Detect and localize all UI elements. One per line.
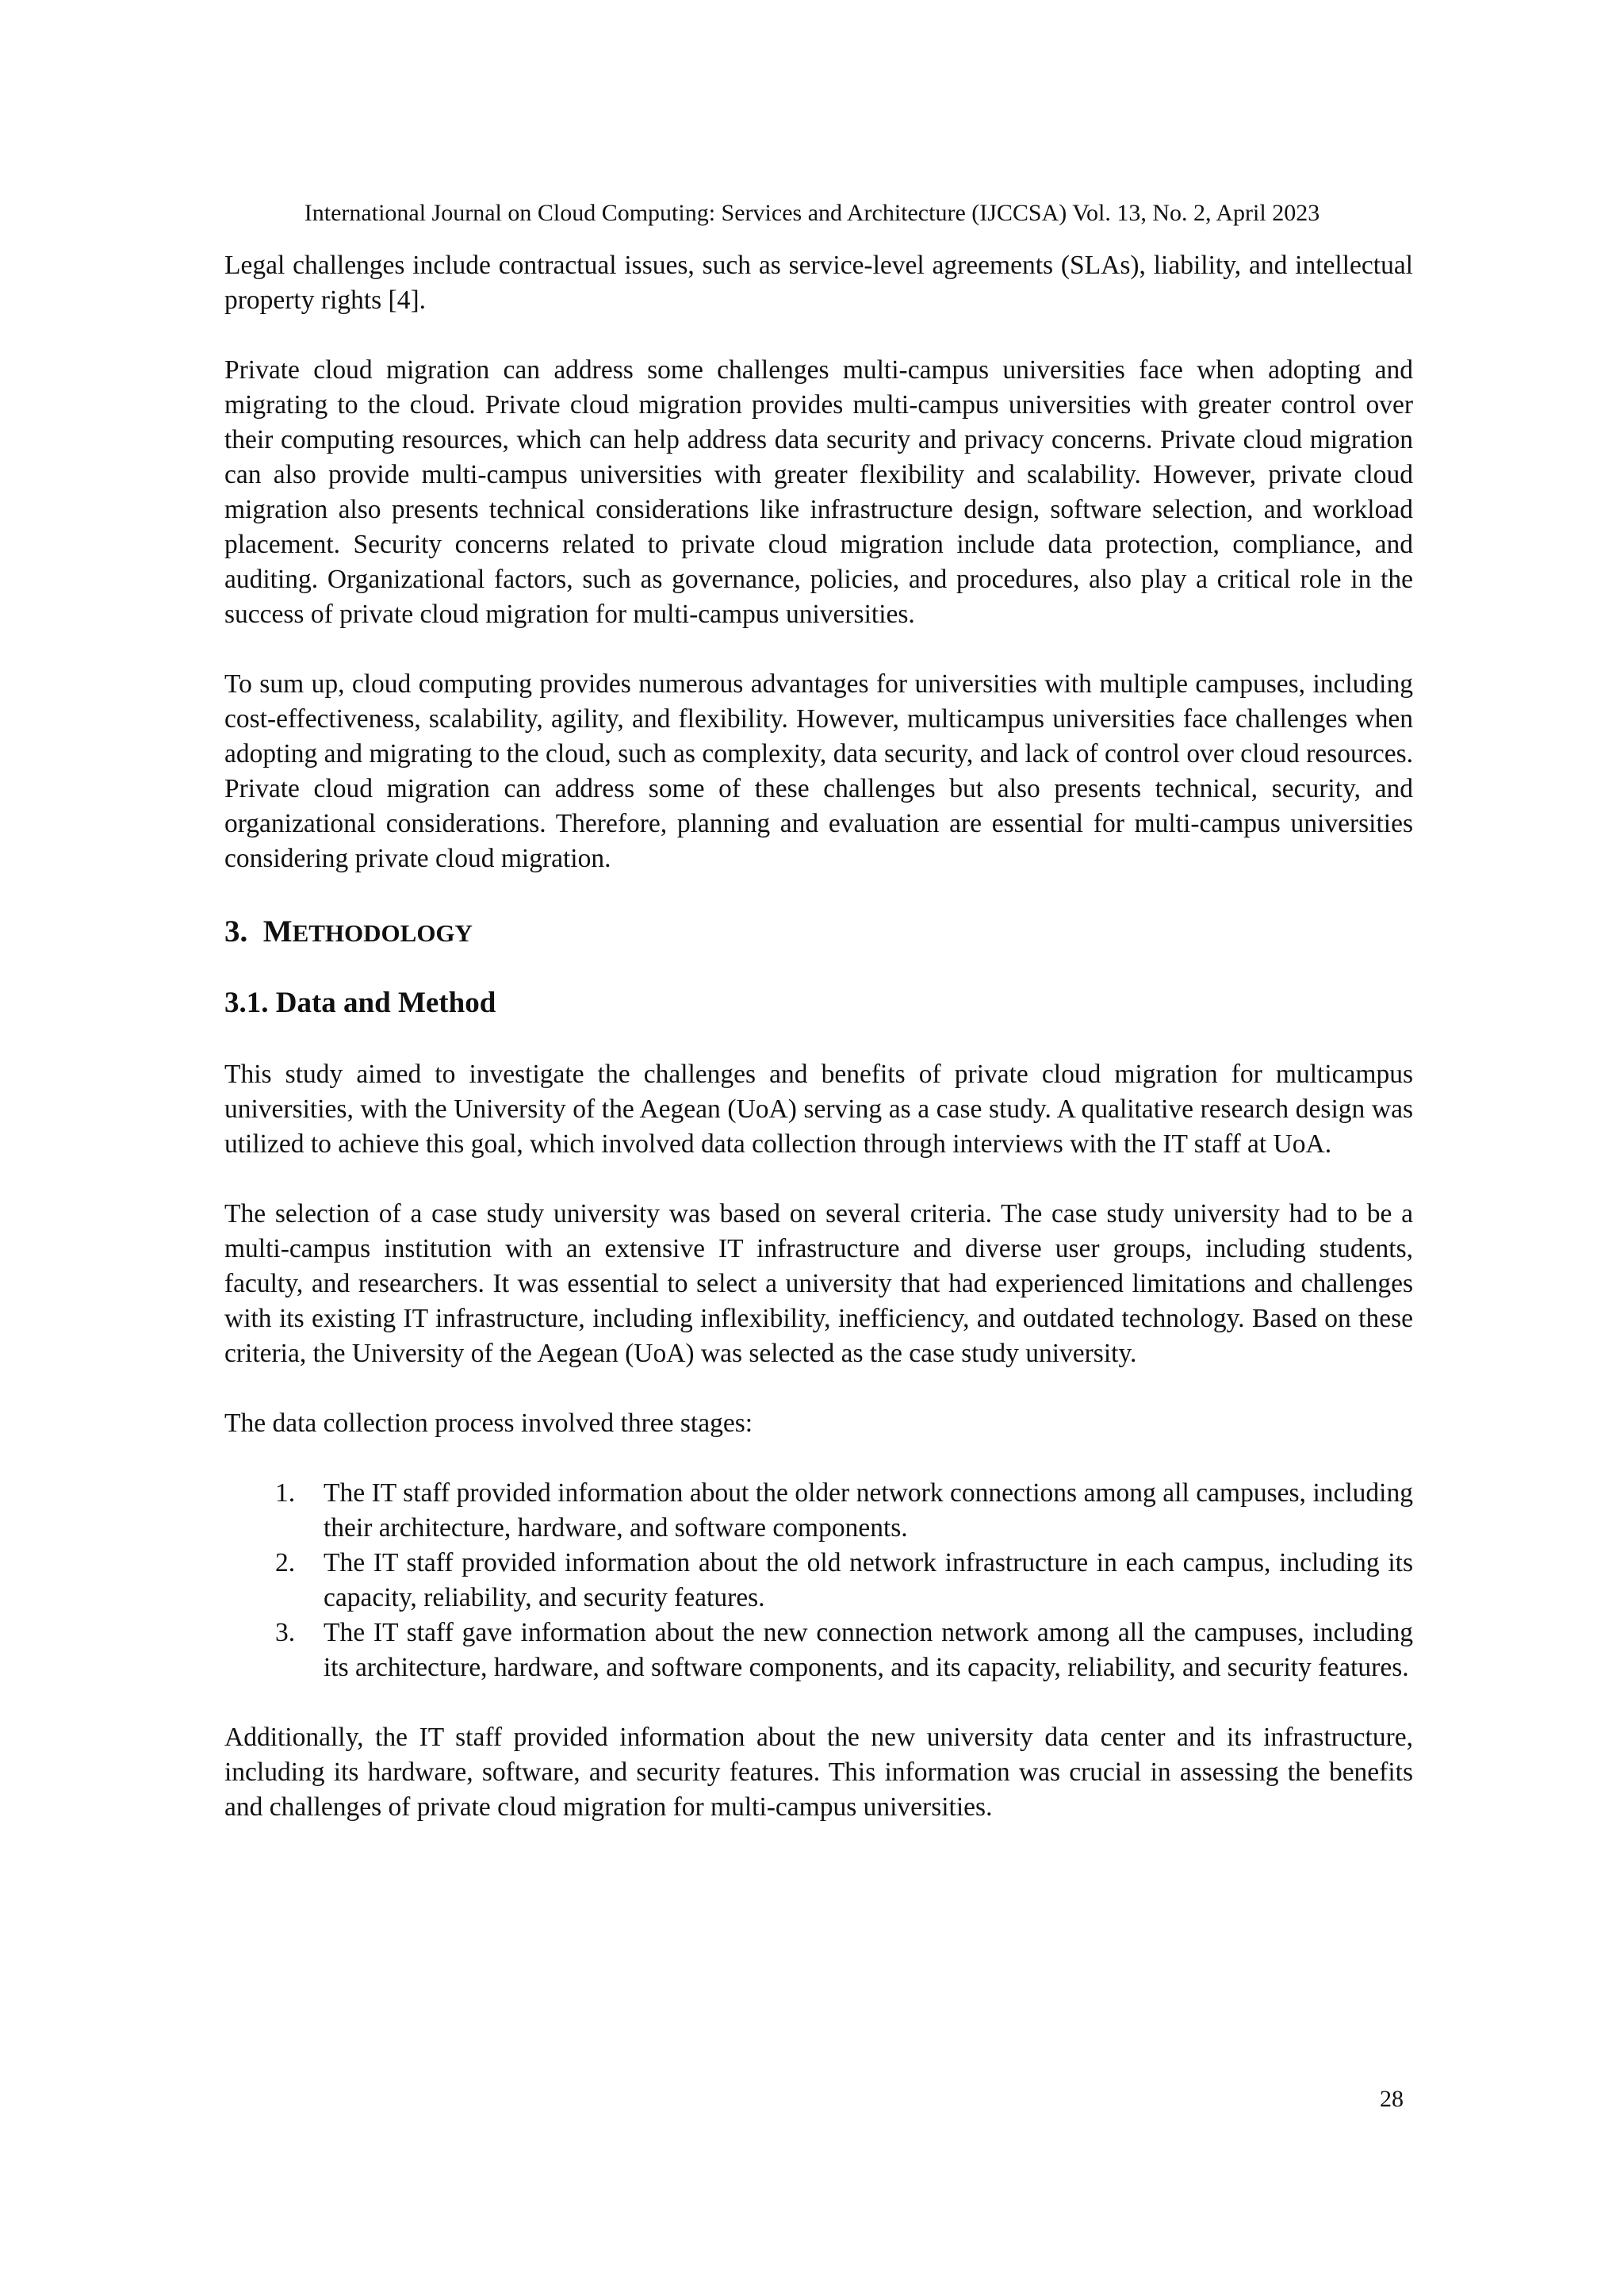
section-number: 3.	[224, 914, 248, 949]
section-title-rest: ETHODOLOGY	[292, 919, 473, 947]
body-column	[224, 248, 1413, 1860]
list-item-text: The IT staff gave information about the new connection network among all the campuses, including its architecture, hardware, and software components, and its capacity, reliability, and security features.	[324, 1618, 1413, 1682]
list-item-number: 1.	[275, 1478, 296, 1508]
page-number: 28	[1380, 2086, 1404, 2112]
subsection-heading-data-and-method: 3.1. Data and Method	[224, 987, 496, 1019]
paragraph-data-center: Additionally, the IT staff provided information about the new university data center and its infrastructure, including its hardware, software, and security features. This information was crucial in assessing the benefits and challenges of private cloud migration for multi-campus universities.	[224, 1723, 1413, 1822]
list-item-number: 3.	[275, 1618, 296, 1647]
paragraph-data-collection-intro: The data collection process involved three stages:	[224, 1409, 753, 1438]
paragraph-legal-challenges: Legal challenges include contractual issues, such as service-level agreements (SLAs), liability, and intellectual property rights [4].	[224, 251, 1413, 315]
list-item	[224, 1476, 1413, 1546]
list-item-number: 2.	[275, 1548, 296, 1577]
paragraph-case-selection: The selection of a case study university was based on several criteria. The case study university had to be a multi-campus institution with an extensive IT infrastructure and diverse user groups, including students, faculty, and researchers. It was essential to select a university that had experienced limitations and challenges with its existing IT infrastructure, including inflexibility, inefficiency, and outdated technology. Based on these criteria, the University of the Aegean (UoA) was selected as the case study university.	[224, 1199, 1413, 1368]
paragraph-private-cloud-migration: Private cloud migration can address some challenges multi-campus universities face when adopting and migrating to the cloud. Private cloud migration provides multi-campus universities with greater control over their computing resources, which can help address data security and privacy concerns. Private cloud migration can also provide multi-campus universities with greater flexibility and scalability. However, private cloud migration also presents technical considerations like infrastructure design, software selection, and workload placement. Security concerns related to private cloud migration include data protection, compliance, and auditing. Organizational factors, such as governance, policies, and procedures, also play a critical role in the success of private cloud migration for multi-campus universities.	[224, 355, 1413, 629]
running-header: International Journal on Cloud Computing: Services and Architecture (IJCCSA) Vol. 13, No. 2, April 2023	[304, 200, 1320, 226]
section-title-initial: M	[262, 914, 293, 949]
section-heading-methodology	[224, 911, 1413, 986]
list-item-text: The IT staff provided information about the older network connections among all campuses, including their architecture, hardware, and software components.	[324, 1478, 1413, 1543]
list-item	[224, 1546, 1413, 1616]
paragraph-summary: To sum up, cloud computing provides numerous advantages for universities with multiple campuses, including cost-effectiveness, scalability, agility, and flexibility. However, multicampus universities face challenges when adopting and migrating to the cloud, such as complexity, data security, and lack of control over cloud resources. Private cloud migration can address some of these challenges but also presents technical, security, and organizational considerations. Therefore, planning and evaluation are essential for multi-campus universities considering private cloud migration.	[224, 669, 1413, 873]
data-collection-stages-list	[224, 1476, 1413, 1685]
paragraph-study-aim: This study aimed to investigate the challenges and benefits of private cloud migration for multicampus universities, with the University of the Aegean (UoA) serving as a case study. A qualitative research design was utilized to achieve this goal, which involved data collection through interviews with the IT staff at UoA.	[224, 1060, 1413, 1159]
list-item-text: The IT staff provided information about the old network infrastructure in each campus, including its capacity, reliability, and security features.	[324, 1548, 1413, 1612]
list-item	[224, 1616, 1413, 1685]
